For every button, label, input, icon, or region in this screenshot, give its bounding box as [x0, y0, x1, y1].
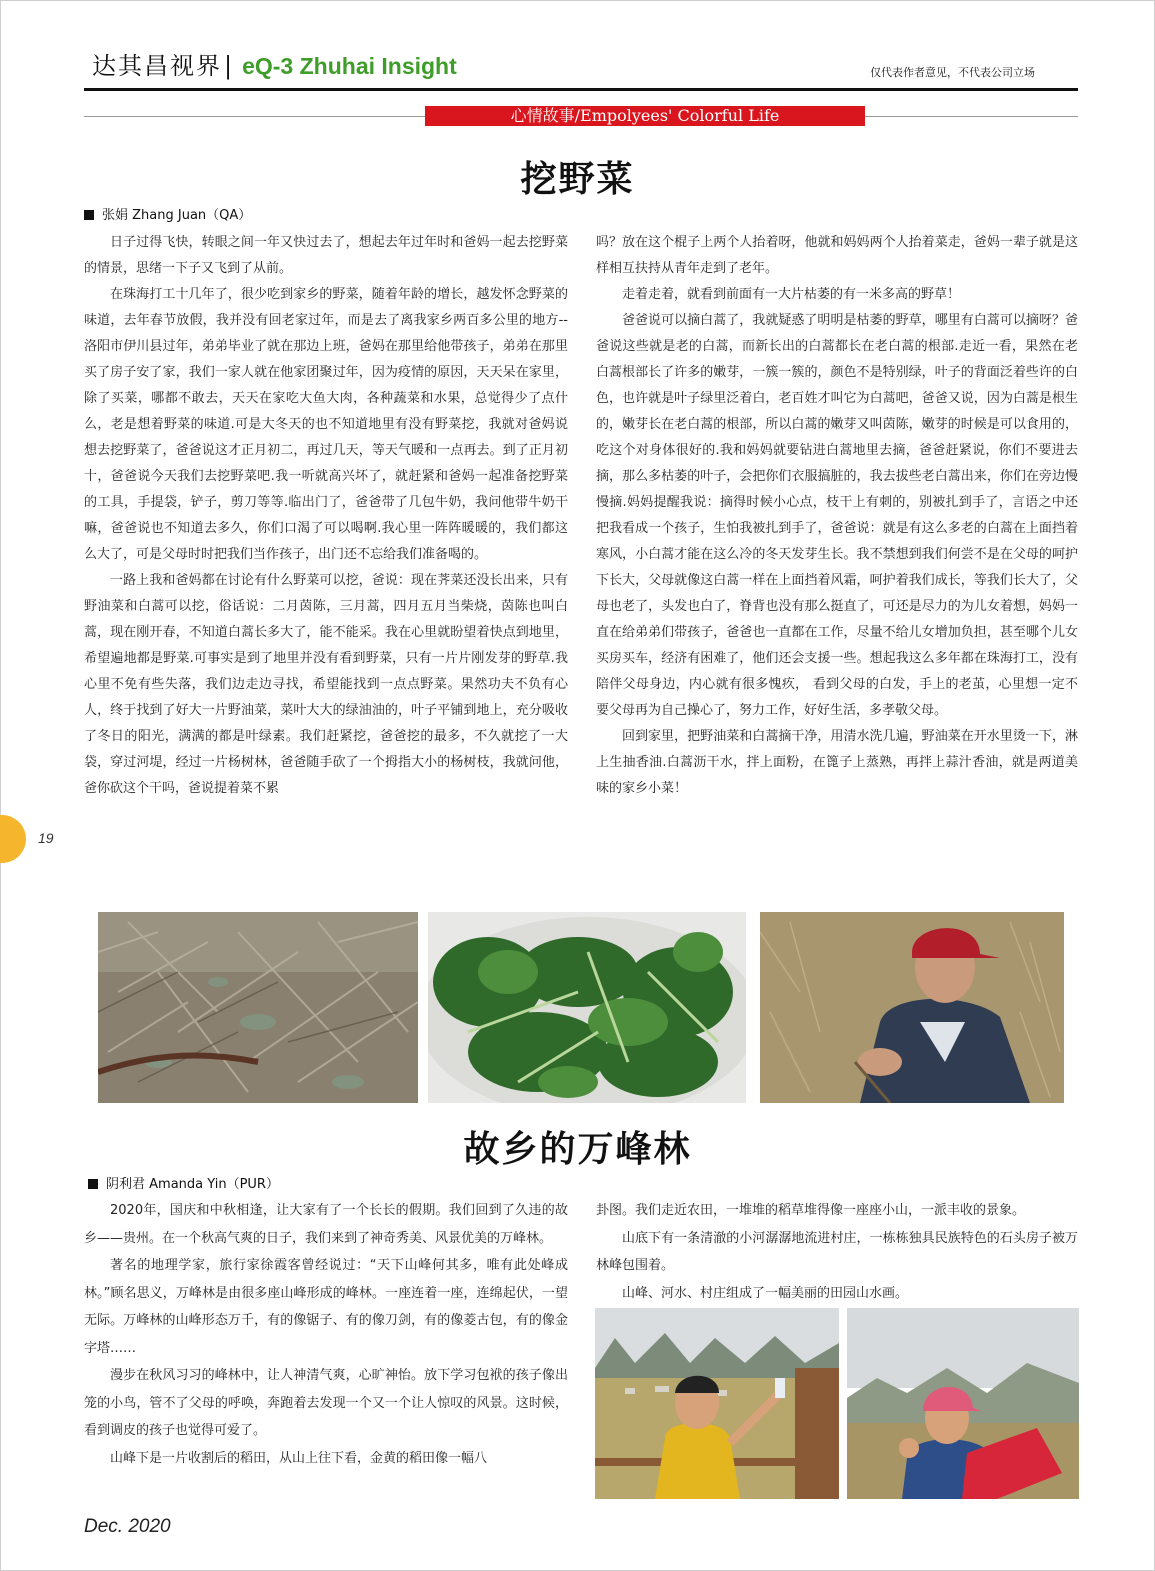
article2-right-column — [596, 1197, 1078, 1307]
bullet-square-icon — [88, 1179, 98, 1189]
brand-chinese: 达其昌视界 — [92, 52, 222, 80]
paragraph: 走着走着，就看到前面有一大片枯萎的有一米多高的野草！ — [622, 287, 961, 302]
paragraph: 日子过得飞快，转眼之间一年又快过去了，想起去年过年时和爸妈一起去挖野菜的情景，思绪一下子又飞到了从前。 — [84, 235, 568, 276]
photo-wild-vegetables — [428, 912, 746, 1103]
photo-boy-at-railing — [595, 1308, 839, 1499]
photo-withered-grass — [98, 912, 418, 1103]
bullet-square-icon — [84, 210, 94, 220]
article1-author: 张娟 Zhang Juan（QA） — [102, 208, 252, 223]
magazine-header — [92, 46, 457, 81]
paragraph: 山峰下是一片收割后的稻田，从山上往下看，金黄的稻田像一幅八 — [110, 1450, 488, 1466]
article1-title: 挖野菜 — [520, 158, 635, 200]
page-number: 19 — [38, 830, 54, 846]
article2-left-column — [84, 1197, 568, 1472]
paragraph: 爸爸说可以摘白蒿了，我就疑惑了明明是枯萎的野草，哪里有白蒿可以摘呀？爸爸说这些就是老的白蒿，而新长出的白蒿都长在老白蒿的根部.走近一看，果然在老白蒿根部长了许多的嫩芽，一簇一簇的，颜色不是特别绿，叶子的背面泛着些许的白色，也许就是叶子绿里泛着白，老百姓才叫它为白蒿吧，爸爸又说，因为白蒿是根生的，嫩芽长在老白蒿的根部，所以白蒿的嫩芽又叫茵陈，嫩芽的时候是可以食用的，吃这个对身体很好的.我和妈妈就要钻进白蒿地里去摘，爸爸赶紧说，你们不要进去摘，那么多枯萎的叶子，会把你们衣服搞脏的，我去拔些老白蒿出来，你们在旁边慢慢摘.妈妈提醒我说：摘得时候小心点，枝干上有刺的，别被扎到手了，言语之中还把我看成一个孩子，生怕我被扎到手了，爸爸说：就是有这么多老的白蒿在上面挡着寒风，小白蒿才能在这么冷的冬天发芽生长。我不禁想到我们何尝不是在父母的呵护下长大，父母就像这白蒿一样在上面挡着风霜，呵护着我们成长，等我们长大了，父母也老了，头发也白了，脊背也没有那么挺直了，可还是尽力的为儿女着想，妈妈一直在给弟弟们带孩子，爸爸也一直都在工作，尽量不给儿女增加负担，甚至哪个儿女买房买车，经济有困难了，他们还会支援一些。想起我这么多年都在珠海打工，没有陪伴父母身边，内心就有很多愧疚， 看到父母的白发，手上的老茧，心里想一定不要父母再为自己操心了，努力工作，好好生活，多孝敬父母。 — [596, 313, 1078, 718]
article2-byline — [88, 1173, 279, 1192]
article2-title: 故乡的万峰林 — [463, 1128, 692, 1170]
paragraph: 吗？放在这个棍子上两个人抬着呀，他就和妈妈两个人抬着菜走，爸妈一辈子就是这样相互扶持从青年走到了老年。 — [596, 235, 1078, 276]
header-rule — [84, 88, 1078, 91]
brand-separator: | — [224, 52, 235, 80]
disclaimer: 仅代表作者意见，不代表公司立场 — [870, 66, 1035, 79]
paragraph: 漫步在秋风习习的峰林中，让人神清气爽，心旷神怡。放下学习包袱的孩子像出笼的小鸟，管不了父母的呼唤，奔跑着去发现一个又一个让人惊叹的风景。这时候，看到调皮的孩子也觉得可爱了。 — [84, 1368, 568, 1438]
paragraph: 在珠海打工十几年了，很少吃到家乡的野菜，随着年龄的增长，越发怀念野菜的味道，去年春节放假，我并没有回老家过年，而是去了离我家乡两百多公里的地方--洛阳市伊川县过年，弟弟毕业了就在那边上班，爸妈在那里给他带孩子，弟弟在那里买了房子安了家，我们一家人就在他家团聚过年，因为疫情的原因，天天呆在家里，除了买菜，哪都不敢去，天天在家吃大鱼大肉，各种蔬菜和水果，总觉得少了点什么，老是想着野菜的味道.可是大冬天的也不知道地里有没有野菜挖，我就对爸妈说想去挖野菜了，爸爸说这才正月初二，再过几天，等天气暖和一点再去。到了正月初十，爸爸说今天我们去挖野菜吧.我一听就高兴坏了，就赶紧和爸妈一起准备挖野菜的工具，手提袋，铲子，剪刀等等.临出门了，爸爸带了几包牛奶，我问他带牛奶干嘛，爸爸说也不知道去多久，你们口渴了可以喝啊.我心里一阵阵暖暖的，我们都这么大了，可是父母时时把我们当作孩子，出门还不忘给我们准备喝的。 — [84, 287, 568, 562]
brand-english: eQ-3 Zhuhai Insight — [242, 53, 457, 79]
paragraph: 一路上我和爸妈都在讨论有什么野菜可以挖，爸说：现在荠菜还没长出来，只有野油菜和白蒿可以挖，俗话说：二月茵陈，三月蒿，四月五月当柴烧，茵陈也叫白蒿，现在刚开春，不知道白蒿长多大了，能不能采。我在心里就盼望着快点到地里，希望遍地都是野菜.可事实是到了地里并没有看到野菜，只有一片片刚发芽的野草.我心里不免有些失落，我们边走边寻找，希望能找到一点点野菜。果然功夫不负有心人，终于找到了好大一片野油菜，菜叶大大的绿油油的，叶子平铺到地上，充分吸收了冬日的阳光，满满的都是叶绿素。我们赶紧挖，爸爸挖的最多，不久就挖了一大袋，穿过河堤，经过一片杨树林，爸爸随手砍了一个拇指大小的杨树枝，我就问他，爸你砍这个干吗，爸说提着菜不累 — [84, 573, 568, 796]
issue-date: Dec. 2020 — [84, 1516, 171, 1537]
paragraph: 2020年，国庆和中秋相逢，让大家有了一个长长的假期。我们回到了久违的故乡——贵州。在一个秋高气爽的日子，我们来到了神奇秀美、风景优美的万峰林。 — [84, 1203, 568, 1246]
section-band — [84, 106, 1078, 126]
paragraph: 回到家里，把野油菜和白蒿摘干净，用清水洗几遍，野油菜在开水里烫一下，淋上生抽香油.白蒿沥干水，拌上面粉，在篦子上蒸熟，再拌上蒜汁香油，就是两道美味的家乡小菜！ — [596, 729, 1078, 796]
paragraph: 著名的地理学家，旅行家徐霞客曾经说过：“天下山峰何其多，唯有此处峰成林。”顾名思义，万峰林是由很多座山峰形成的峰林。一座连着一座，连绵起伏，一望无际。万峰林的山峰形态万千，有的像锯子、有的像刀剑，有的像菱古包，有的像金字塔…… — [84, 1258, 568, 1356]
article1-byline — [84, 204, 251, 223]
section-label: 心情故事/Empolyees' Colorful Life — [425, 106, 865, 126]
paragraph: 卦图。我们走近农田，一堆堆的稻草堆得像一座座小山，一派丰收的景象。 — [596, 1203, 1026, 1218]
photo-father-in-field — [760, 912, 1064, 1103]
paragraph: 山峰、河水、村庄组成了一幅美丽的田园山水画。 — [622, 1285, 909, 1301]
article1-right-column — [596, 230, 1078, 802]
photo-boy-thumbs-up — [847, 1308, 1079, 1499]
article2-author: 阴利君 Amanda Yin（PUR） — [106, 1177, 279, 1192]
article1-left-column — [84, 230, 568, 802]
paragraph: 山底下有一条清澈的小河潺潺地流进村庄，一栋栋独具民族特色的石头房子被万林峰包围着。 — [596, 1230, 1078, 1273]
